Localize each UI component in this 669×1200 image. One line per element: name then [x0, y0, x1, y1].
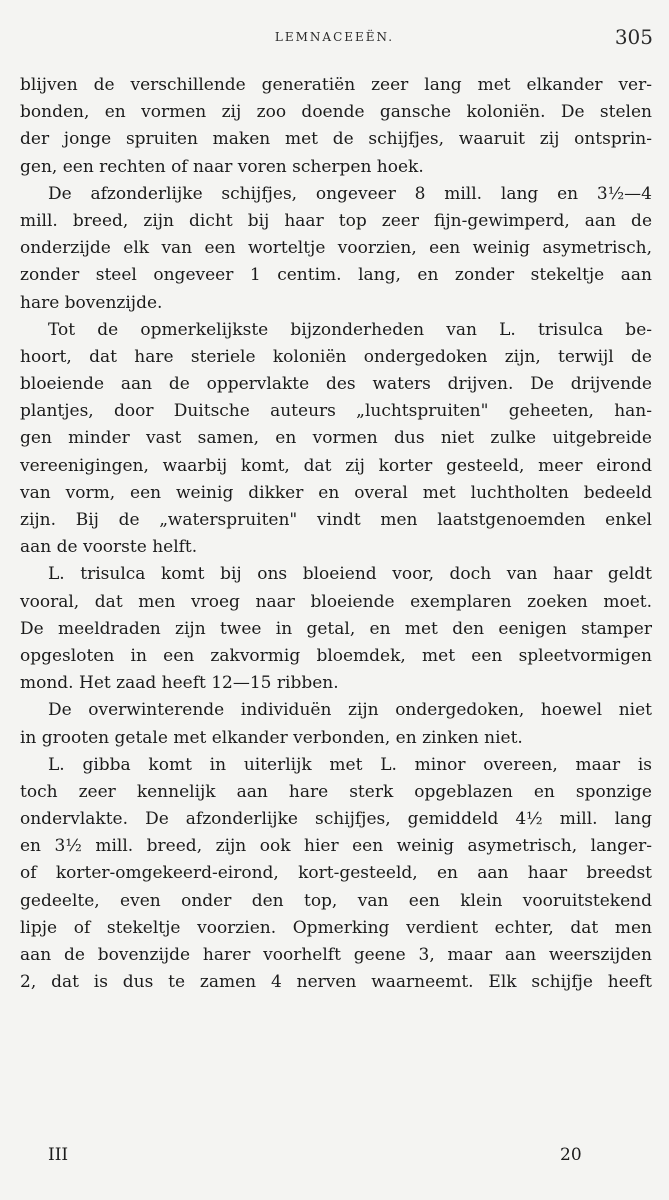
text-line: Tot de opmerkelijkste bijzonderheden van L. trisulca be- — [48, 319, 652, 340]
text-line: toch zeer kennelijk aan hare sterk opgeblazen en sponzige — [20, 781, 652, 802]
text-line: De afzonderlijke schijfjes, ongeveer 8 mill. lang en 3½—4 — [48, 183, 652, 204]
text-line: hare bovenzijde. — [20, 292, 163, 313]
text-line: gen minder vast samen, en vormen dus niet zulke uitgebreide — [20, 428, 652, 449]
text-line: bonden, en vormen zij zoo doende gansche koloniën. De stelen — [20, 102, 652, 123]
text-line: onderzijde elk van een worteltje voorzien, een weinig asymetrisch, — [20, 238, 652, 259]
sheet-number: 20 — [560, 1145, 582, 1165]
text-line: De overwinterende individuën zijn ondergedoken, hoewel niet — [48, 700, 652, 721]
page-number: 305 — [614, 25, 653, 49]
text-line: plantjes, door Duitsche auteurs „luchtspruiten" geheeten, han- — [20, 401, 652, 422]
text-line: in grooten getale met elkander verbonden, en zinken niet. — [20, 727, 523, 748]
text-line: L. trisulca komt bij ons bloeiend voor, doch van haar geldt — [48, 564, 652, 585]
text-line: ondervlakte. De afzonderlijke schijfjes, gemiddeld 4½ mill. lang — [20, 809, 652, 830]
text-line: L. gibba komt in uiterlijk met L. minor overeen, maar is — [48, 754, 652, 775]
text-line: van vorm, een weinig dikker en overal met luchtholten bedeeld — [20, 482, 652, 503]
text-line: vooral, dat men vroeg naar bloeiende exemplaren zoeken moet. — [20, 591, 652, 612]
text-line: mond. Het zaad heeft 12—15 ribben. — [20, 673, 339, 694]
text-line: lipje of stekeltje voorzien. Opmerking verdient echter, dat men — [20, 917, 652, 938]
text-line: hoort, dat hare steriele koloniën ondergedoken zijn, terwijl de — [20, 346, 652, 367]
text-line: 2, dat is dus te zamen 4 nerven waarneemt. Elk schijfje heeft — [20, 972, 652, 993]
text-line: bloeiende aan de oppervlakte des waters drijven. De drijvende — [20, 374, 652, 395]
text-line: der jonge spruiten maken met de schijfjes, waaruit zij ontsprin- — [20, 129, 652, 150]
running-header: LEMNACEEËN. — [274, 30, 395, 44]
text-line: aan de voorste helft. — [20, 537, 198, 558]
text-line: zijn. Bij de „waterspruiten" vindt men laatstgenoemden enkel — [20, 510, 652, 530]
text-line: blijven de verschillende generatiën zeer lang met elkander ver- — [20, 75, 652, 95]
text-line: vereenigingen, waarbij komt, dat zij korter gesteeld, meer eirond — [20, 455, 652, 476]
text-line: opgesloten in een zakvormig bloemdek, met een spleetvormigen — [20, 645, 652, 666]
text-line: mill. breed, zijn dicht bij haar top zeer fijn-gewimperd, aan de — [20, 210, 652, 231]
text-line: en 3½ mill. breed, zijn ook hier een weinig asymetrisch, langer- — [20, 836, 652, 857]
body-text — [20, 72, 652, 996]
signature-mark: III — [48, 1145, 69, 1165]
text-line: of korter-omgekeerd-eirond, kort-gesteeld, en aan haar breedst — [20, 863, 652, 884]
text-line: gen, een rechten of naar voren scherpen hoek. — [20, 156, 424, 177]
text-line: De meeldraden zijn twee in getal, en met den eenigen stamper — [20, 618, 652, 639]
text-line: gedeelte, even onder den top, van een klein vooruitstekend — [20, 890, 652, 911]
text-line: zonder steel ongeveer 1 centim. lang, en zonder stekeltje aan — [20, 265, 652, 286]
text-line: aan de bovenzijde harer voorhelft geene 3, maar aan weerszijden — [20, 945, 652, 965]
